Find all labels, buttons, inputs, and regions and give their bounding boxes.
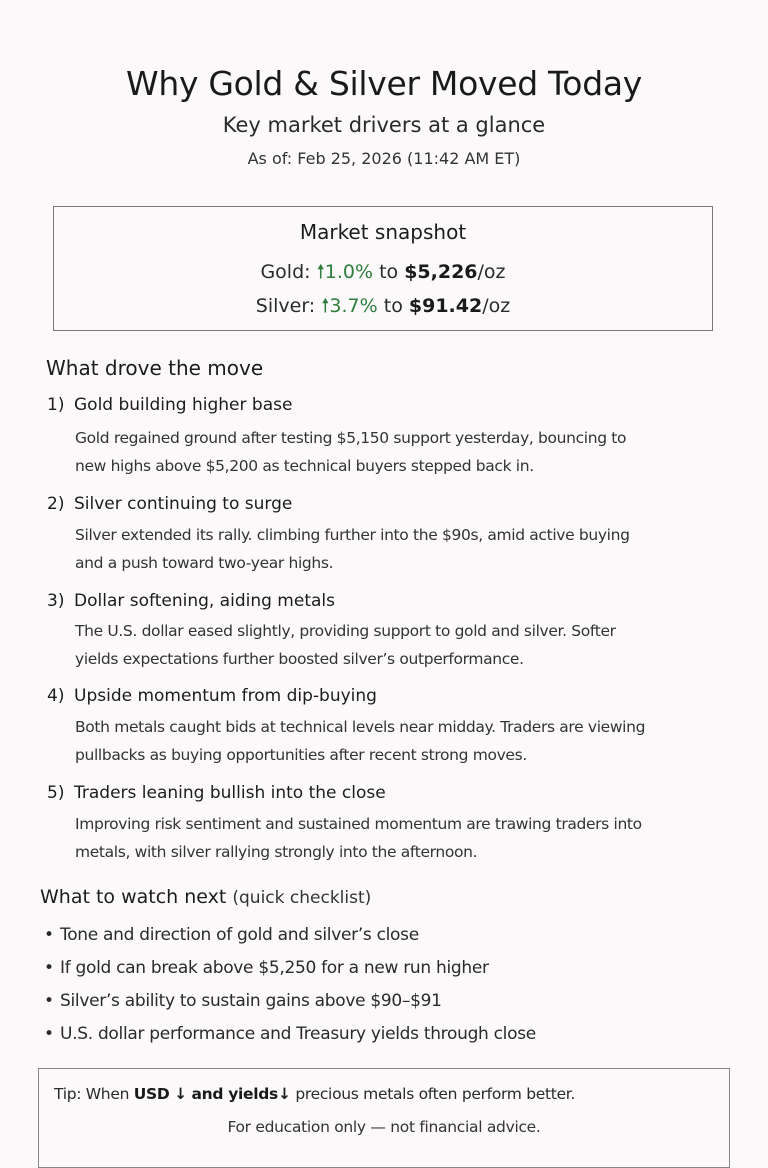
drivers-heading: What drove the move <box>46 356 264 380</box>
bullet-icon: • <box>44 991 54 1011</box>
driver-body-1: Gold regained ground after testing $5,150 support yesterday, bouncing to new highs above $5,200 as technical buyers stepped back in. <box>75 429 627 475</box>
watch-item: • Tone and direction of gold and silver’s close <box>44 925 419 945</box>
bullet-icon: • <box>44 958 54 978</box>
driver-title-1: 1) Gold building higher base <box>47 395 293 415</box>
arrow-up-icon: 🠕 <box>316 261 325 283</box>
metal-label: Gold: <box>260 261 311 283</box>
arrow-up-icon: 🠕 <box>321 295 330 317</box>
unit-label: /oz <box>477 261 506 283</box>
driver-body-3: The U.S. dollar eased slightly, providing support to gold and silver. Softer yields expectations further boosted silver’s outperformance. <box>75 622 616 668</box>
metal-label: Silver: <box>255 295 316 317</box>
snapshot-title: Market snapshot <box>299 220 467 244</box>
watch-item: • Silver’s ability to sustain gains above $90–$91 <box>44 991 442 1011</box>
usd-label: USD <box>133 1085 170 1103</box>
snapshot-row-gold <box>54 258 712 290</box>
watch-heading-note: (quick checklist) <box>232 888 372 908</box>
driver-title-2: 2) Silver continuing to surge <box>47 494 293 514</box>
to-label: to <box>383 295 403 317</box>
change-percent: 3.7% <box>329 295 378 317</box>
tip-box <box>38 1068 730 1168</box>
driver-title-5: 5) Traders leaning bullish into the close <box>47 783 386 803</box>
driver-title-4: 4) Upside momentum from dip-buying <box>47 686 377 706</box>
to-label: to <box>379 261 399 283</box>
driver-body-5: Improving risk sentiment and sustained momentum are trawing traders into metals, with silver rallying strongly into the afternoon. <box>75 815 642 861</box>
driver-body-4: Both metals caught bids at technical levels near midday. Traders are viewing pullbacks as buying opportunities after recent strong moves. <box>75 718 646 764</box>
as-of-timestamp: As of: Feb 25, 2026 (11:42 AM ET) <box>247 149 521 168</box>
snapshot-row-silver <box>54 292 712 324</box>
unit-label: /oz <box>482 295 511 317</box>
watch-item: • U.S. dollar performance and Treasury yields through close <box>44 1024 536 1044</box>
yields-label: and yields <box>191 1085 278 1103</box>
driver-title-3: 3) Dollar softening, aiding metals <box>47 591 335 611</box>
arrow-down-icon: ↓ <box>174 1085 187 1103</box>
bullet-icon: • <box>44 925 54 945</box>
bullet-icon: • <box>44 1024 54 1044</box>
arrow-down-icon: ↓ <box>278 1085 291 1103</box>
watch-heading: What to watch next (quick checklist) <box>40 886 372 908</box>
price-value: $91.42 <box>408 295 483 317</box>
tip-text: Tip: When USD ↓ and yields↓ precious metals often perform better. <box>54 1085 576 1103</box>
change-percent: 1.0% <box>324 261 374 283</box>
driver-body-2: Silver extended its rally. climbing further into the $90s, amid active buying and a push toward two-year highs. <box>75 526 630 572</box>
watch-item: • If gold can break above $5,250 for a new run higher <box>44 958 489 978</box>
page-subtitle: Key market drivers at a glance <box>222 113 546 137</box>
price-value: $5,226 <box>404 261 478 283</box>
market-snapshot-box <box>53 206 713 331</box>
page-title: Why Gold & Silver Moved Today <box>126 64 642 103</box>
disclaimer: For education only — not financial advice. <box>227 1118 541 1136</box>
